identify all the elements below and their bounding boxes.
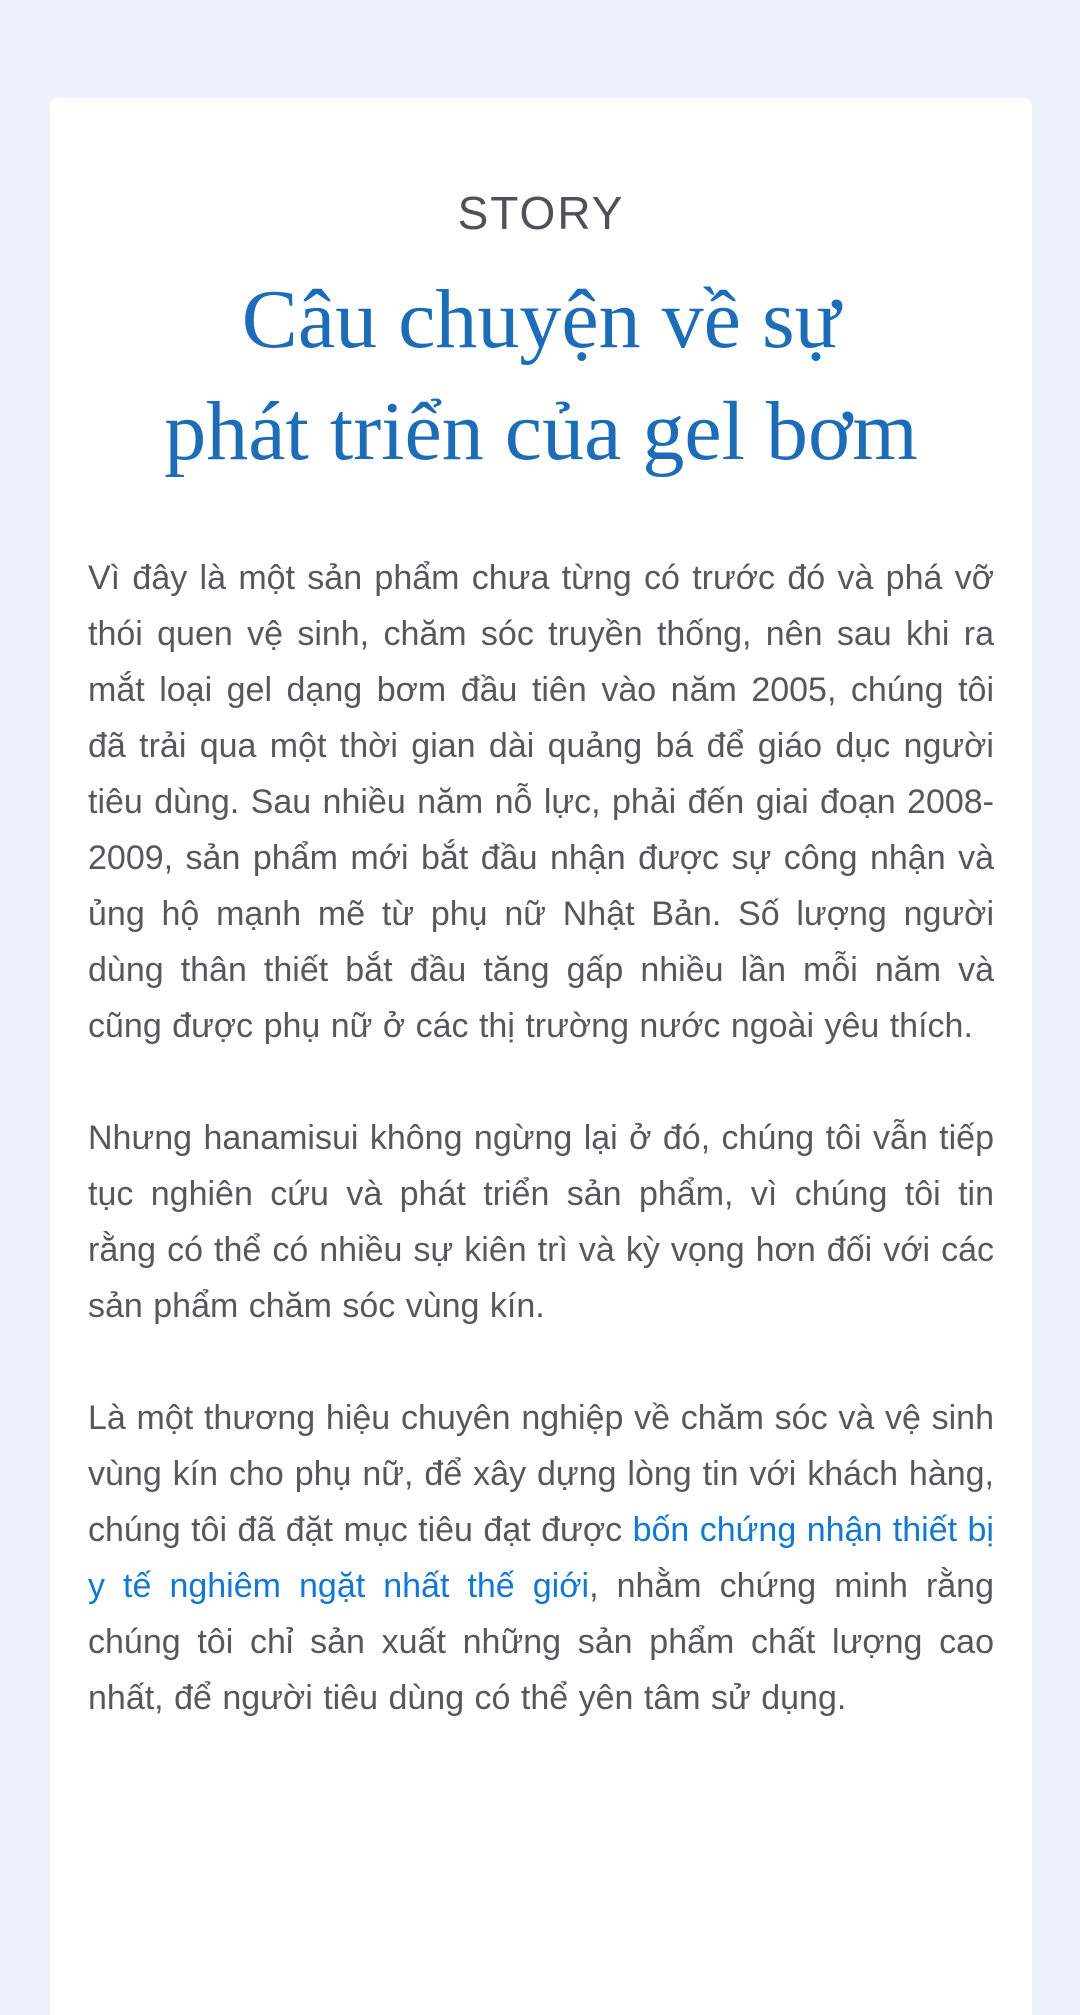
paragraph-3-text-after-link: , nhằm chứng minh rằng chúng tôi chỉ sản xuất những sản phẩm chất lượng cao nhất, để người tiêu dùng có thể yên tâm sử dụng. [88, 1567, 994, 1717]
page-title [88, 264, 994, 488]
article-paragraph-2: Nhưng hanamisui không ngừng lại ở đó, chúng tôi vẫn tiếp tục nghiên cứu và phát triển sản phẩm, vì chúng tôi tin rằng có thể có nhiều sự kiên trì và kỳ vọng hơn đối với các sản phẩm chăm sóc vùng kín. [88, 1119, 994, 1325]
story-eyebrow-label: STORY [457, 187, 625, 239]
page-title-line2: phát triển của gel bơm [164, 385, 918, 478]
article-body [88, 550, 994, 1726]
medical-certifications-link[interactable]: bốn chứng nhận thiết bị y tế nghiêm ngặt nhất thế giới [88, 1511, 994, 1605]
article-paragraph-3 [88, 1390, 994, 1726]
paragraph-3-text-before-link: Là một thương hiệu chuyên nghiệp về chăm sóc và vệ sinh vùng kín cho phụ nữ, để xây dựng lòng tin với khách hàng, chúng tôi đã đặt mục tiêu đạt được [88, 1399, 994, 1549]
story-card [50, 98, 1032, 2015]
page-title-line1: Câu chuyện về sự [241, 273, 841, 366]
article-paragraph-1: Vì đây là một sản phẩm chưa từng có trước đó và phá vỡ thói quen vệ sinh, chăm sóc truyền thống, nên sau khi ra mắt loại gel dạng bơm đầu tiên vào năm 2005, chúng tôi đã trải qua một thời gian dài quảng bá để giáo dục người tiêu dùng. Sau nhiều năm nỗ lực, phải đến giai đoạn 2008-2009, sản phẩm mới bắt đầu nhận được sự công nhận và ủng hộ mạnh mẽ từ phụ nữ Nhật Bản. Số lượng người dùng thân thiết bắt đầu tăng gấp nhiều lần mỗi năm và cũng được phụ nữ ở các thị trường nước ngoài yêu thích. [88, 559, 994, 1045]
